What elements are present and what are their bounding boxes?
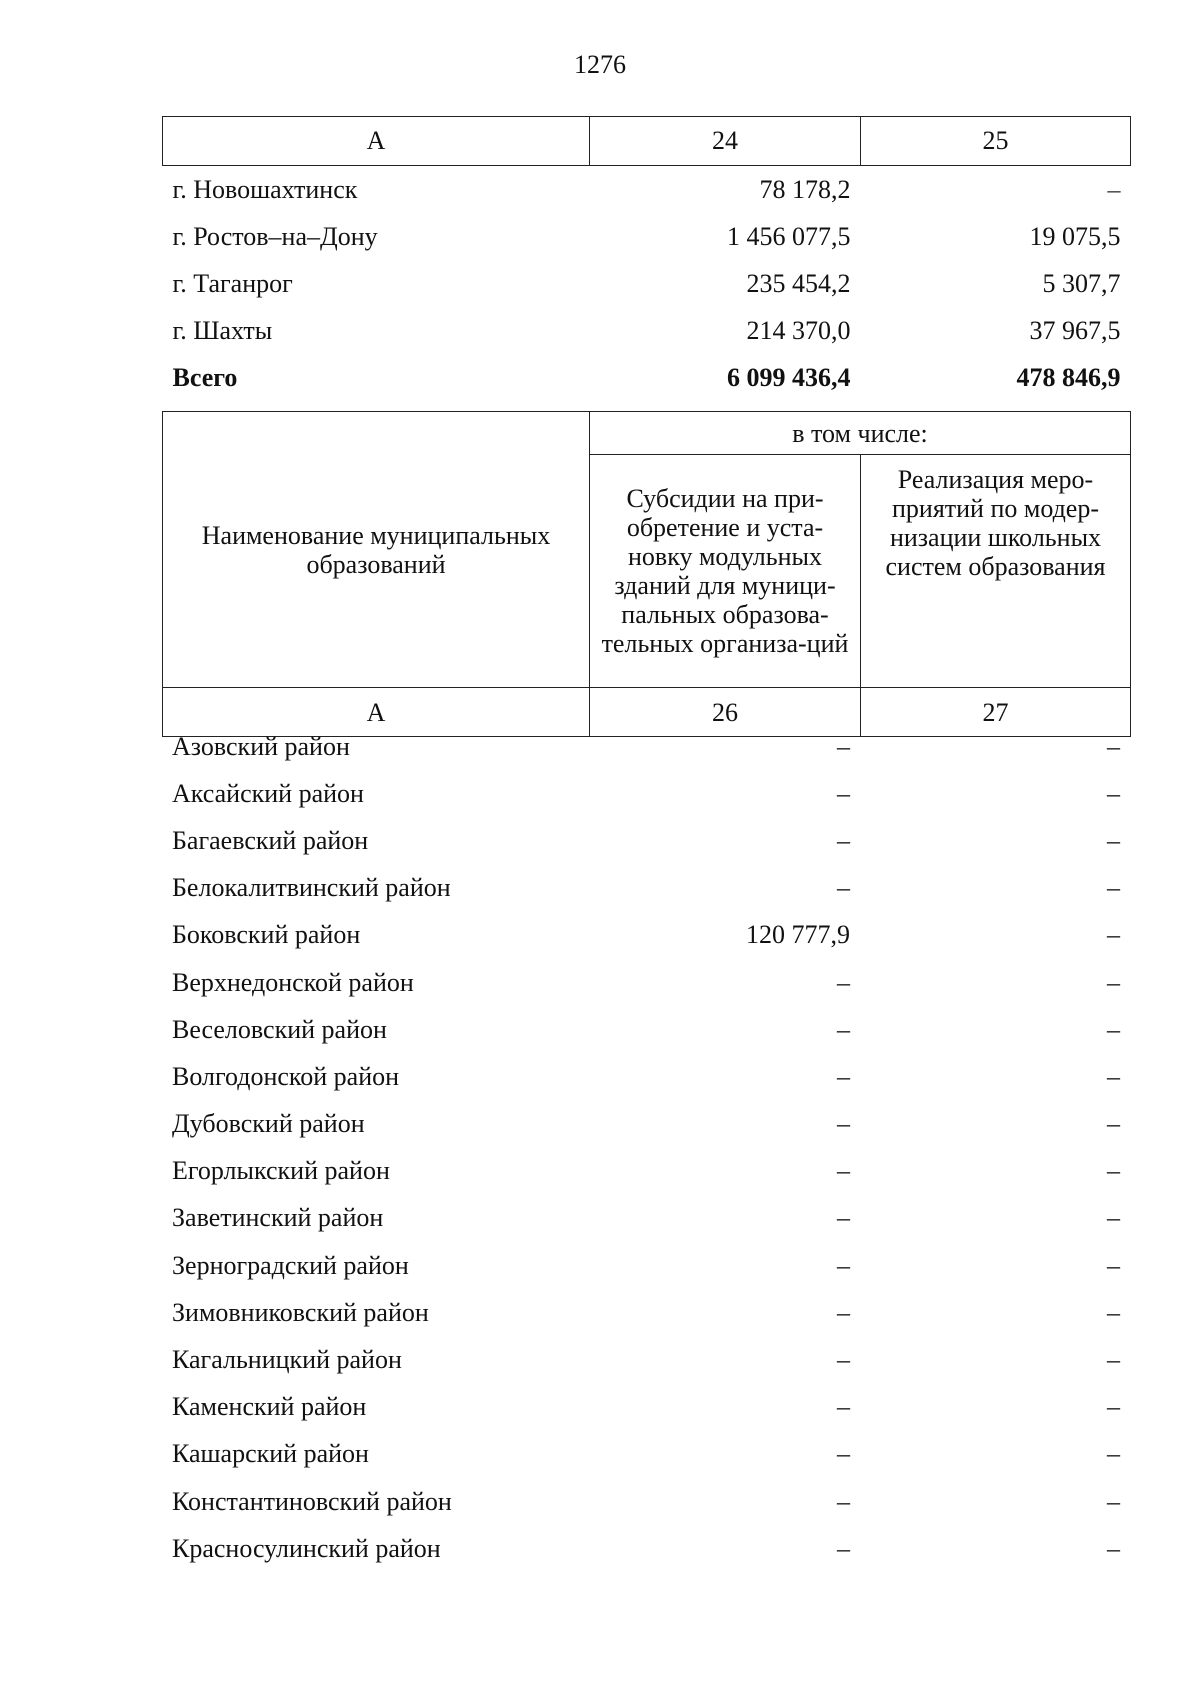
table-header-columns-26-27 (162, 411, 1131, 737)
table-columns-26-27 (162, 723, 1130, 1572)
table-row (162, 1195, 1130, 1242)
municipality-name-header: Наименование муниципальных образований (163, 412, 590, 688)
value-col-26: – (837, 1203, 850, 1233)
municipality-name: Кагальницкий район (172, 1345, 402, 1375)
value-col-24: 235 454,2 (746, 268, 851, 298)
municipality-name: Красносулинский район (172, 1533, 441, 1563)
municipality-name: Веселовский район (172, 1014, 387, 1044)
value-col-27: – (1107, 1297, 1120, 1327)
value-col-26: – (837, 1533, 850, 1563)
municipality-name: Кашарский район (172, 1439, 369, 1469)
column-number-a: А (163, 117, 590, 166)
table-row (162, 1431, 1130, 1478)
value-col-24: 1 456 077,5 (727, 221, 851, 251)
value-col-26: – (837, 1014, 850, 1044)
municipality-name: г. Новошахтинск (172, 174, 358, 204)
table-row (163, 307, 1131, 354)
municipality-name: г. Шахты (172, 315, 273, 345)
municipality-name: Белокалитвинский район (172, 873, 451, 903)
municipality-name: г. Ростов–на–Дону (172, 221, 378, 251)
value-col-24: 78 178,2 (759, 174, 851, 204)
value-col-25: 19 075,5 (1029, 221, 1121, 251)
column-number-26: 26 (590, 688, 861, 737)
table-row (162, 1053, 1130, 1100)
table-row (162, 912, 1130, 959)
total-col-25: 478 846,9 (1016, 362, 1121, 392)
including-header: в том числе: (590, 412, 1131, 455)
table-row (162, 1478, 1130, 1525)
value-col-26: – (837, 1297, 850, 1327)
value-col-27: – (1107, 1203, 1120, 1233)
total-row (163, 354, 1131, 401)
table-row (162, 1384, 1130, 1431)
table-row (162, 865, 1130, 912)
table-row (162, 1336, 1130, 1383)
table-row (162, 723, 1130, 770)
column-number-row (163, 117, 1131, 166)
municipality-name: Азовский район (172, 731, 350, 761)
municipality-name: Заветинский район (172, 1203, 384, 1233)
municipality-name: Зимовниковский район (172, 1297, 429, 1327)
value-col-27: – (1107, 1439, 1120, 1469)
value-col-26: 120 777,9 (746, 920, 850, 950)
value-col-27: – (1107, 1392, 1120, 1422)
value-col-26: – (837, 1156, 850, 1186)
municipality-name: Константиновский район (172, 1486, 452, 1516)
table-row (162, 1101, 1130, 1148)
value-col-27: – (1107, 873, 1120, 903)
value-col-24: 214 370,0 (746, 315, 851, 345)
table-row (162, 1148, 1130, 1195)
value-col-27: – (1107, 967, 1120, 997)
value-col-27: – (1107, 778, 1120, 808)
value-col-25: 5 307,7 (1042, 268, 1121, 298)
value-col-27: – (1107, 1156, 1120, 1186)
value-col-25: 37 967,5 (1029, 315, 1121, 345)
total-col-24: 6 099 436,4 (727, 362, 851, 392)
table-row (163, 213, 1131, 260)
value-col-26: – (837, 1345, 850, 1375)
value-col-26: – (837, 1061, 850, 1091)
value-col-27: – (1107, 1533, 1120, 1563)
total-label: Всего (172, 362, 238, 392)
value-col-26: – (837, 967, 850, 997)
col-27-header: Реализация меро-приятий по модер-низации школьных систем образования (861, 455, 1131, 688)
municipality-name: Верхнедонской район (172, 967, 414, 997)
value-col-26: – (837, 731, 850, 761)
municipality-name: Каменский район (172, 1392, 367, 1422)
value-col-26: – (837, 778, 850, 808)
municipality-name: Багаевский район (172, 825, 369, 855)
value-col-27: – (1107, 1014, 1120, 1044)
col-26-header: Субсидии на при-обретение и уста-новку модульных зданий для муници-пальных образова-тельных организа-ций (590, 455, 861, 688)
value-col-27: – (1107, 920, 1120, 950)
value-col-26: – (837, 873, 850, 903)
value-col-26: – (837, 1392, 850, 1422)
value-col-26: – (837, 1109, 850, 1139)
table-row (162, 959, 1130, 1006)
table-row (162, 817, 1130, 864)
value-col-25: – (1107, 174, 1121, 204)
table-row (162, 1006, 1130, 1053)
value-col-27: – (1107, 1250, 1120, 1280)
value-col-26: – (837, 1486, 850, 1516)
table-row (162, 1525, 1130, 1572)
header-row-top (163, 412, 1131, 455)
value-col-26: – (837, 1439, 850, 1469)
value-col-27: – (1107, 825, 1120, 855)
municipality-name: Аксайский район (172, 778, 364, 808)
value-col-27: – (1107, 1109, 1120, 1139)
municipality-name: Дубовский район (172, 1109, 365, 1139)
value-col-27: – (1107, 1486, 1120, 1516)
table-row (162, 1242, 1130, 1289)
table-columns-24-25 (162, 116, 1131, 401)
value-col-27: – (1107, 1345, 1120, 1375)
municipality-name: Зерноградский район (172, 1250, 409, 1280)
column-number-a: А (163, 688, 590, 737)
municipality-name: Боковский район (172, 920, 361, 950)
table-row (162, 770, 1130, 817)
column-number-24: 24 (590, 117, 861, 166)
municipality-name: Егорлыкский район (172, 1156, 390, 1186)
value-col-26: – (837, 1250, 850, 1280)
column-number-25: 25 (861, 117, 1131, 166)
value-col-27: – (1107, 731, 1120, 761)
table-row (162, 1289, 1130, 1336)
column-number-27: 27 (861, 688, 1131, 737)
municipality-name: г. Таганрог (172, 268, 293, 298)
value-col-26: – (837, 825, 850, 855)
municipality-name: Волгодонской район (172, 1061, 400, 1091)
page-number: 1276 (574, 50, 626, 79)
table-row (163, 260, 1131, 307)
table-row (163, 166, 1131, 214)
value-col-27: – (1107, 1061, 1120, 1091)
